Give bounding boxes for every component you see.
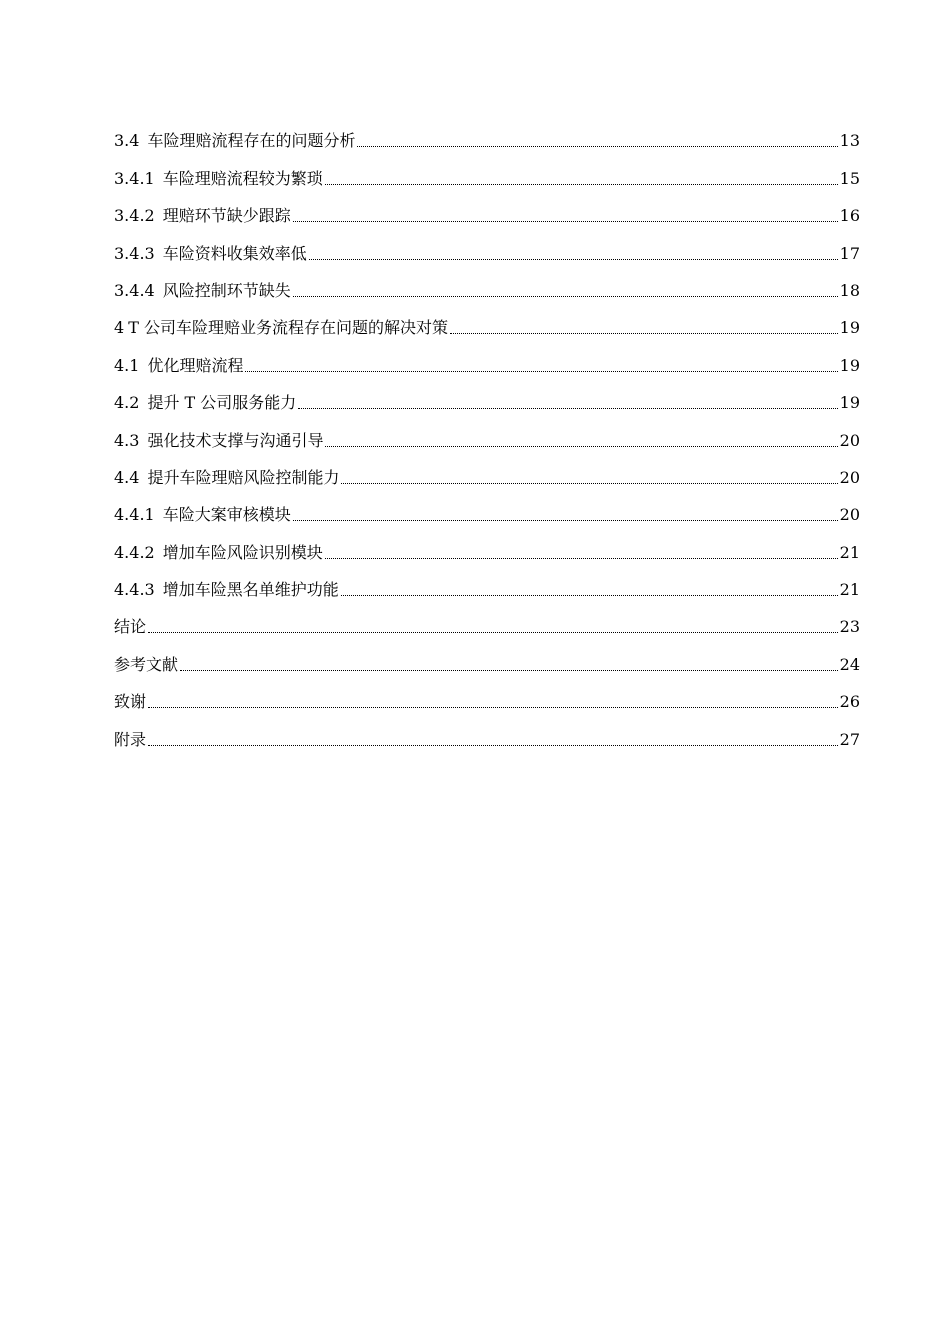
toc-entry[interactable] <box>114 264 860 301</box>
toc-entry[interactable] <box>114 600 860 637</box>
toc-section-number: 4.4.3 <box>114 580 155 600</box>
toc-entry[interactable] <box>114 451 860 488</box>
toc-entry-label <box>114 617 146 637</box>
toc-dot-leader <box>293 220 838 222</box>
toc-entry-label <box>114 206 291 226</box>
toc-entry-label <box>114 244 307 264</box>
toc-page-number: 27 <box>839 729 860 749</box>
toc-section-number: 3.4.2 <box>114 206 155 226</box>
toc-dot-leader <box>148 706 838 708</box>
toc-entry-label <box>114 281 291 301</box>
toc-section-title: 强化技术支撑与沟通引导 <box>147 430 324 450</box>
toc-section-title: 致谢 <box>114 692 147 712</box>
toc-page-number: 20 <box>839 467 860 487</box>
toc-section-title: 优化理赔流程 <box>147 355 244 375</box>
toc-page-number: 19 <box>839 318 860 338</box>
toc-section-number: 4.4 <box>114 467 140 487</box>
toc-entry[interactable] <box>114 301 860 338</box>
toc-dot-leader <box>298 407 837 409</box>
toc-dot-leader <box>325 557 838 559</box>
toc-entry[interactable] <box>114 413 860 450</box>
toc-entry[interactable] <box>114 488 860 525</box>
toc-section-title: 参考文献 <box>114 654 179 674</box>
toc-dot-leader <box>293 295 838 297</box>
toc-dot-leader <box>245 370 837 372</box>
toc-entry[interactable] <box>114 563 860 600</box>
toc-page-number: 23 <box>839 617 860 637</box>
toc-dot-leader <box>341 594 838 596</box>
toc-dot-leader <box>325 183 838 185</box>
toc-dot-leader <box>293 519 838 521</box>
toc-entry-label <box>114 356 243 376</box>
toc-section-number: 4.3 <box>114 430 140 450</box>
toc-entry-label <box>114 131 355 151</box>
toc-section-number: 4.4.1 <box>114 505 155 525</box>
toc-entry[interactable] <box>114 525 860 562</box>
toc-entry-label <box>114 169 323 189</box>
table-of-contents <box>114 114 860 750</box>
toc-dot-leader <box>357 145 837 147</box>
toc-section-title: 车险资料收集效率低 <box>162 243 307 263</box>
toc-page-number: 21 <box>839 542 860 562</box>
toc-entry-label <box>114 505 291 525</box>
toc-entry[interactable] <box>114 637 860 674</box>
toc-page-number: 13 <box>839 131 860 151</box>
toc-section-title: 车险理赔流程较为繁琐 <box>162 168 323 188</box>
toc-page-number: 16 <box>839 206 860 226</box>
toc-section-title: 理赔环节缺少跟踪 <box>162 206 291 226</box>
toc-section-title: 提升 T 公司服务能力 <box>147 393 297 413</box>
toc-entry-label <box>114 468 339 488</box>
toc-entry-label <box>114 692 146 712</box>
toc-page-number: 15 <box>839 168 860 188</box>
toc-dot-leader <box>341 482 837 484</box>
toc-section-number: 3.4.4 <box>114 280 155 300</box>
toc-entry-label <box>114 543 323 563</box>
toc-dot-leader <box>148 631 838 633</box>
toc-section-number: 3.4.3 <box>114 243 155 263</box>
toc-entry-label <box>114 730 146 750</box>
toc-entry[interactable] <box>114 114 860 151</box>
toc-section-title: T 公司车险理赔业务流程存在问题的解决对策 <box>128 318 448 338</box>
toc-page-number: 21 <box>839 580 860 600</box>
toc-entry[interactable] <box>114 675 860 712</box>
toc-entry[interactable] <box>114 226 860 263</box>
toc-section-title: 增加车险黑名单维护功能 <box>162 580 339 600</box>
toc-page-number: 19 <box>839 355 860 375</box>
toc-entry[interactable] <box>114 189 860 226</box>
toc-dot-leader <box>148 744 838 746</box>
toc-section-title: 提升车险理赔风险控制能力 <box>147 467 340 487</box>
toc-section-title: 车险大案审核模块 <box>162 505 291 525</box>
toc-entry-label <box>114 318 448 338</box>
toc-section-number: 3.4 <box>114 131 140 151</box>
toc-entry[interactable] <box>114 376 860 413</box>
toc-section-number: 4.2 <box>114 393 140 413</box>
toc-section-title: 增加车险风险识别模块 <box>162 542 323 562</box>
toc-dot-leader <box>450 332 838 334</box>
toc-section-number: 4 <box>114 318 125 338</box>
toc-page-number: 19 <box>839 393 860 413</box>
toc-dot-leader <box>180 669 838 671</box>
toc-section-title: 附录 <box>114 729 147 749</box>
toc-entry[interactable] <box>114 712 860 749</box>
toc-entry[interactable] <box>114 338 860 375</box>
toc-section-title: 结论 <box>114 617 147 637</box>
toc-page-number: 26 <box>839 692 860 712</box>
toc-entry-label <box>114 431 323 451</box>
toc-page-number: 24 <box>839 654 860 674</box>
toc-dot-leader <box>325 445 837 447</box>
toc-entry[interactable] <box>114 151 860 188</box>
toc-page-number: 20 <box>839 505 860 525</box>
toc-entry-label <box>114 580 339 600</box>
toc-entry-label <box>114 655 178 675</box>
toc-section-number: 4.1 <box>114 355 140 375</box>
toc-section-title: 风险控制环节缺失 <box>162 280 291 300</box>
toc-page-number: 20 <box>839 430 860 450</box>
toc-section-title: 车险理赔流程存在的问题分析 <box>147 131 356 151</box>
toc-section-number: 4.4.2 <box>114 542 155 562</box>
toc-dot-leader <box>309 258 838 260</box>
toc-page-number: 17 <box>839 243 860 263</box>
toc-entry-label <box>114 393 296 413</box>
toc-page-number: 18 <box>839 280 860 300</box>
toc-section-number: 3.4.1 <box>114 168 155 188</box>
